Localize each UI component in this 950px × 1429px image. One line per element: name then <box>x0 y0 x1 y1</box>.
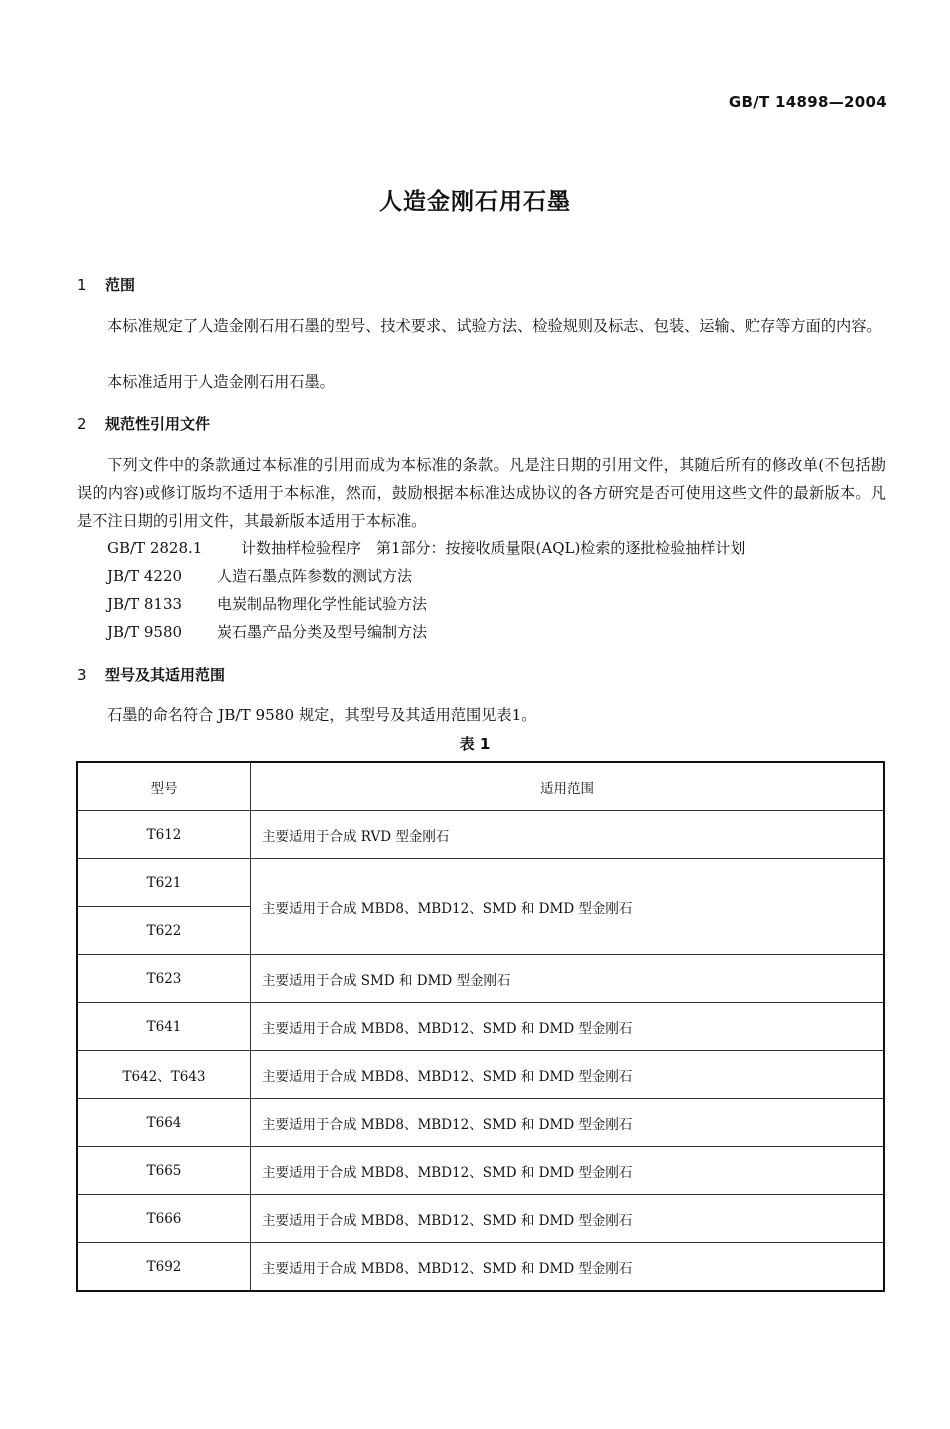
section-3-heading <box>77 664 225 685</box>
header-model: 型号 <box>77 762 251 811</box>
reference-item <box>107 590 427 618</box>
model-cell: T622 <box>77 907 251 955</box>
table-row <box>77 1003 884 1051</box>
table-row <box>77 1195 884 1243</box>
reference-item <box>107 618 427 646</box>
table-row <box>77 1243 884 1292</box>
section-title: 规范性引用文件 <box>105 415 211 433</box>
section-1-paragraph-1: 本标准规定了人造金刚石用石墨的型号、技术要求、试验方法、检验规则及标志、包装、运输、贮存等方面的内容。 <box>107 317 882 335</box>
table-row <box>77 1099 884 1147</box>
table-row <box>77 811 884 859</box>
model-cell: T666 <box>77 1195 251 1243</box>
model-cell: T612 <box>77 811 251 859</box>
range-cell: 主要适用于合成 MBD8、MBD12、SMD 和 DMD 型金刚石 <box>251 1051 885 1099</box>
model-cell: T692 <box>77 1243 251 1292</box>
table-row <box>77 1051 884 1099</box>
range-cell: 主要适用于合成 SMD 和 DMD 型金刚石 <box>251 955 885 1003</box>
range-cell: 主要适用于合成 MBD8、MBD12、SMD 和 DMD 型金刚石 <box>251 1243 885 1292</box>
table-header-row <box>77 762 884 811</box>
section-2-paragraph-1: 下列文件中的条款通过本标准的引用而成为本标准的条款。凡是注日期的引用文件，其随后所有的修改单(不包括勘误的内容)或修订版均不适用于本标准，然而，鼓励根据本标准达成协议的各方研究是否可使用这些文件的最新版本。凡是不注日期的引用文件，其最新版本适用于本标准。 <box>77 456 886 530</box>
reference-code: JB/T 8133 <box>107 595 183 613</box>
header-range: 适用范围 <box>251 762 885 811</box>
range-cell: 主要适用于合成 MBD8、MBD12、SMD 和 DMD 型金刚石 <box>251 1147 885 1195</box>
model-cell: T642、T643 <box>77 1051 251 1099</box>
table-caption: 表 1 <box>459 735 491 753</box>
reference-title: 人造石墨点阵参数的测试方法 <box>217 567 413 585</box>
section-3-paragraph-1: 石墨的命名符合 JB/T 9580 规定，其型号及其适用范围见表1。 <box>107 706 537 724</box>
table-row <box>77 1147 884 1195</box>
section-number: 1 <box>77 276 87 294</box>
reference-title: 计数抽样检验程序 第1部分：按接收质量限(AQL)检索的逐批检验抽样计划 <box>241 539 746 557</box>
section-title: 型号及其适用范围 <box>105 666 226 684</box>
model-cell: T664 <box>77 1099 251 1147</box>
section-1-heading <box>77 274 135 295</box>
standard-code: GB/T 14898—2004 <box>728 93 887 111</box>
section-1-paragraph-2: 本标准适用于人造金刚石用石墨。 <box>107 373 335 391</box>
range-cell: 主要适用于合成 MBD8、MBD12、SMD 和 DMD 型金刚石 <box>251 859 885 955</box>
reference-item <box>107 534 745 562</box>
table-row <box>77 955 884 1003</box>
model-cell: T641 <box>77 1003 251 1051</box>
range-cell: 主要适用于合成 MBD8、MBD12、SMD 和 DMD 型金刚石 <box>251 1099 885 1147</box>
reference-title: 电炭制品物理化学性能试验方法 <box>217 595 428 613</box>
reference-item <box>107 562 412 590</box>
table-row <box>77 859 884 907</box>
reference-code: GB/T 2828.1 <box>107 539 203 557</box>
reference-code: JB/T 4220 <box>107 567 183 585</box>
reference-code: JB/T 9580 <box>107 623 183 641</box>
range-cell: 主要适用于合成 MBD8、MBD12、SMD 和 DMD 型金刚石 <box>251 1003 885 1051</box>
reference-title: 炭石墨产品分类及型号编制方法 <box>217 623 428 641</box>
document-title: 人造金刚石用石墨 <box>379 189 571 215</box>
section-2-heading <box>77 413 210 434</box>
section-title: 范围 <box>105 276 136 294</box>
model-range-table <box>76 761 885 1292</box>
range-cell: 主要适用于合成 MBD8、MBD12、SMD 和 DMD 型金刚石 <box>251 1195 885 1243</box>
section-number: 2 <box>77 415 87 433</box>
model-cell: T623 <box>77 955 251 1003</box>
model-cell: T665 <box>77 1147 251 1195</box>
model-cell: T621 <box>77 859 251 907</box>
section-number: 3 <box>77 666 87 684</box>
range-cell: 主要适用于合成 RVD 型金刚石 <box>251 811 885 859</box>
